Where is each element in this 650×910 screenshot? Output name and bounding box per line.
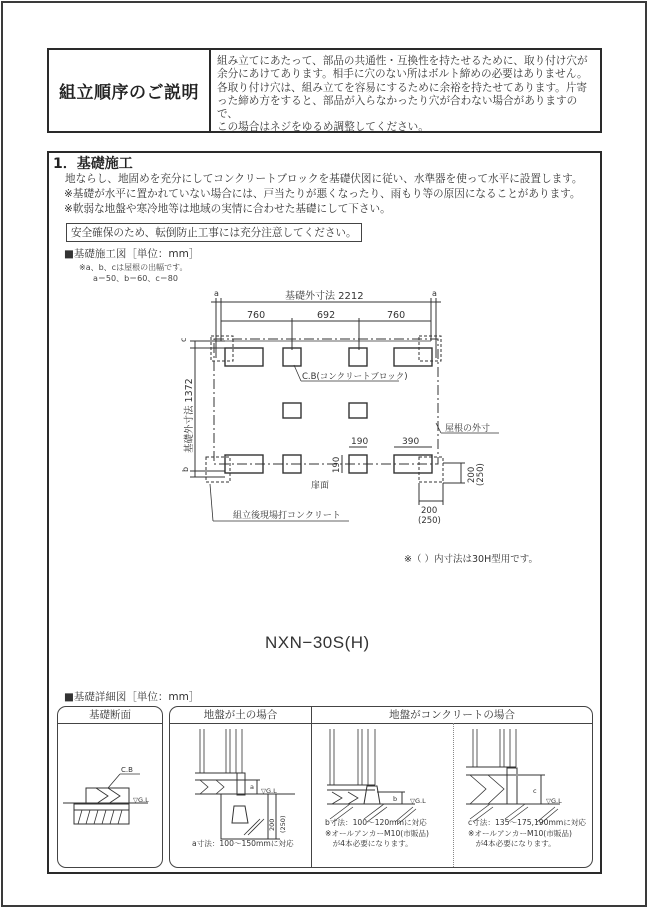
cb-label: C.B(コンクリートブロック) (302, 372, 408, 382)
footing-width-alt: (250) (418, 516, 441, 526)
plan-title: ■基礎施工図［単位：mm］ (64, 248, 200, 260)
instruction-line: ※基礎が水平に置かれていない場合には、戸当たりが悪くなったり、雨もり等の原因になることがあります。 (64, 188, 581, 200)
gl-label-concrete-left: ▽G.L (410, 797, 426, 805)
overall-depth-label: 基礎外寸法 1372 (184, 378, 195, 453)
plan-note-line: ※a、b、cは屋根の出幅です。 (79, 263, 188, 272)
intro-line: った締め方をすると、部品が入らなかったり穴が合わない場合がありますので、 (217, 94, 578, 121)
dim-b-label: b (393, 795, 398, 803)
dim-200-label: 200 (268, 818, 276, 831)
concrete-left-notes (325, 818, 429, 850)
span-3: 760 (387, 310, 406, 321)
intro-line: 余分にあけてあります。相手に穴のない所はボルト締めの必要はありません。 (217, 68, 588, 81)
block-width-large: 390 (402, 437, 420, 447)
intro-line: 各取り付け穴は、組み立てを容易にするために余裕を持たせてあります。片寄 (217, 81, 587, 94)
roof-outline-label: 屋根の外寸 (445, 424, 491, 434)
section-heading: 1．基礎施工 (53, 156, 133, 172)
note-line: b寸法：100〜120mmに対応 (325, 818, 427, 827)
label-c: c (179, 337, 188, 342)
soil-note: a寸法：100〜150mmに対応 (192, 839, 294, 848)
section-foundation (47, 151, 602, 874)
intro-line: 組み立てにあたって、部品の共通性・互換性を持たせるために、取り付け穴が (217, 55, 588, 67)
note-line: が4本必要になります。 (468, 839, 556, 848)
door-side-label: 扉面 (311, 481, 330, 491)
instruction-line: 地ならし、地固めを充分にしてコンクリートブロックを基礎伏図に従い、水準器を使って水平に設置します。 (65, 173, 583, 185)
model-name: NXN−30S(H) (265, 633, 370, 652)
concrete-right-notes (468, 818, 586, 850)
gl-label-concrete-right: ▽G.L (546, 797, 562, 805)
intro-line: この場合はネジをゆるめ調整してください。 (217, 121, 429, 134)
footing-width: 200 (421, 506, 438, 516)
intro-title: 組立順序のご説明 (49, 50, 211, 131)
dim-250-label: (250) (279, 815, 287, 833)
site-concrete-label: 組立後現場打コンクリート (233, 511, 341, 521)
overall-width-label: 基礎外寸法 2212 (285, 291, 364, 302)
panel-header-soil: 地盤が土の場合 (170, 707, 312, 723)
dimension-footnote: ※（ ）内寸法は30H型用です。 (404, 554, 538, 565)
footing-height-alt: (250) (476, 463, 486, 486)
span-1: 760 (247, 310, 266, 321)
panel-header (170, 707, 592, 724)
foundation-section-drawing (58, 724, 162, 868)
panel-header: 基礎断面 (58, 707, 162, 724)
gl-label: ▽G.L (133, 796, 149, 804)
footing-height: 200 (467, 466, 477, 483)
panel-soil-ground (169, 706, 593, 868)
instruction-line: ※軟弱な地盤や寒冷地等は地域の実情に合わせた基礎にして下さい。 (64, 203, 391, 215)
cb-label: C.B (121, 766, 133, 774)
block-height-small: 190 (332, 456, 342, 473)
detail-title: ■基礎詳細図［単位：mm］ (64, 691, 200, 703)
label-a-left: a (214, 289, 219, 298)
label-a-right: a (432, 289, 437, 298)
plan-note-values: a＝50、b＝60、c＝80 (93, 274, 178, 283)
dim-c-label: c (533, 787, 537, 795)
panel-foundation-section (57, 706, 163, 868)
intro-text (211, 50, 600, 134)
span-2: 692 (317, 310, 336, 321)
label-b: b (181, 466, 190, 472)
safety-warning: 安全確保のため、転倒防止工事には充分注意してください。 (66, 223, 362, 242)
gl-label-soil: ▽G.L (261, 787, 277, 795)
panel-header-concrete: 地盤がコンクリートの場合 (389, 709, 515, 721)
dim-a-label: a (250, 783, 254, 791)
note-line: ※オールアンカーM10(市販品) (325, 828, 429, 838)
block-width-small: 190 (351, 437, 369, 447)
note-line: が4本必要になります。 (325, 839, 413, 848)
foundation-plan-drawing (49, 153, 600, 573)
intro-box (47, 48, 602, 133)
note-line: c寸法：135〜175,190mmに対応 (468, 818, 587, 827)
note-line: ※オールアンカーM10(市販品) (468, 828, 572, 838)
